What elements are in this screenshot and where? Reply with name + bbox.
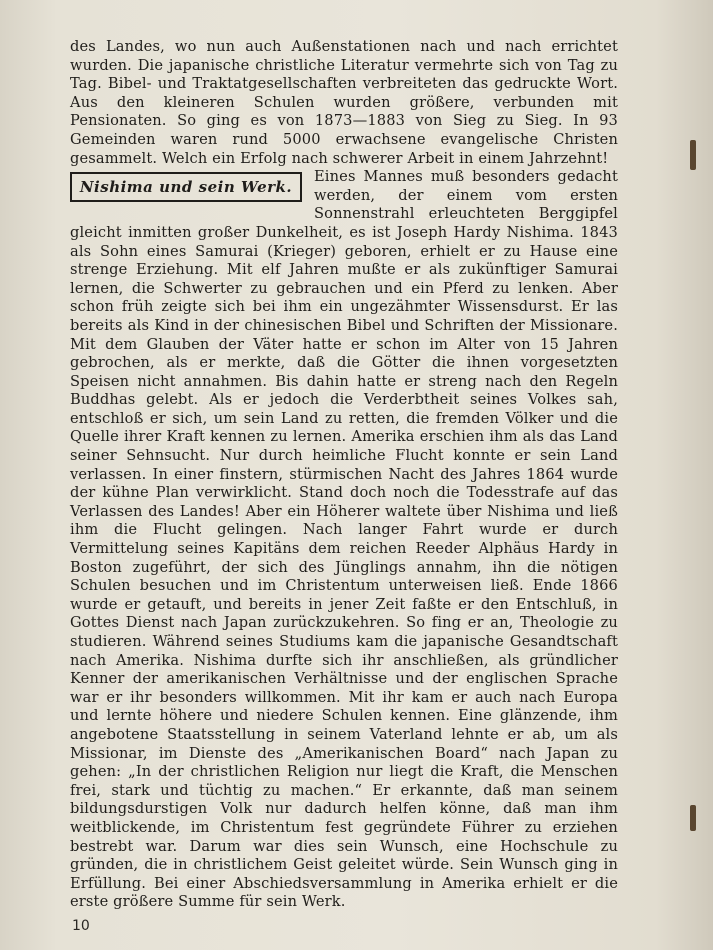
- binding-staple-mark: [690, 140, 696, 170]
- binding-staple-mark: [690, 805, 696, 831]
- page-number: 10: [72, 918, 90, 934]
- intro-paragraph: des Landes, wo nun auch Außenstationen nach und nach errichtet wurden. Die japanische christliche Literatur vermehrte sich von Tag zu Tag. Bibel- und Traktatgesellschaften verbreiteten das gedruckte Wort. Aus den kleineren Schulen wurden größere, verbunden mit Pensionaten. So ging es von 1873—1883 von Sieg zu Sieg. In 93 Gemeinden waren rund 5000 erwachsene evangelische Christen gesammelt. Welch ein Erfolg nach schwerer Arbeit in einem Jahrzehnt!: [70, 38, 618, 167]
- page-text: [70, 38, 618, 912]
- section-paragraph: Eines Mannes muß besonders gedacht werden, der einem vom ersten Sonnenstrahl erleuchteten Berggipfel gleicht inmitten großer Dunkelheit, es ist Joseph Hardy Nishima. 1843 als Sohn eines Samurai (Krieger) geboren, erhielt er zu Hause eine strenge Erziehung. Mit elf Jahren mußte er als zukünftiger Samurai lernen, die Schwerter zu gebrauchen und ein Pferd zu lenken. Aber schon früh zeigte sich bei ihm ein ungezähmter Wissensdurst. Er las bereits als Kind in der chinesischen Bibel und Schriften der Missionare. Mit dem Glauben der Väter hatte er schon im Alter von 15 Jahren gebrochen, als er merkte, daß die Götter die ihnen vorgesetzten Speisen nicht annahmen. Bis dahin hatte er streng nach den Regeln Buddhas gelebt. Als er jedoch die Verderbtheit seines Volkes sah, entschloß er sich, um sein Land zu retten, die fremden Völker und die Quelle ihrer Kraft kennen zu lernen. Amerika erschien ihm als das Land seiner Sehnsucht. Nur durch heimliche Flucht konnte er sein Land verlassen. In einer finstern, stürmischen Nacht des Jahres 1864 wurde der kühne Plan verwirklicht. Stand doch noch die Todesstrafe auf das Verlassen des Landes! Aber ein Höherer waltete über Nishima und ließ ihm die Flucht gelingen. Nach langer Fahrt wurde er durch Vermittelung seines Kapitäns dem reichen Reeder Alphäus Hardy in Boston zugeführt, der sich des Jünglings annahm, ihn die nötigen Schulen besuchen und im Christentum unterweisen ließ. Ende 1866 wurde er getauft, und bereits in jener Zeit faßte er den Entschluß, in Gottes Dienst nach Japan zurückzukehren. So fing er an, Theologie zu studieren. Während seines Studiums kam die japanische Gesandtschaft nach Amerika. Nishima durfte sich ihr anschließen, als gründlicher Kenner der amerikanischen Verhältnisse und der englischen Sprache war er ihr besonders willkommen. Mit ihr kam er auch nach Europa und lernte höhere und niedere Schulen kennen. Eine glänzende, ihm angebotene Staatsstellung in seinem Vaterland lehnte er ab, um als Missionar, im Dienste des „Amerikanischen Board“ nach Japan zu gehen: „In der christlichen Religion nur liegt die Kraft, die Menschen frei, stark und tüchtig zu machen.“ Er erkannte, daß man seinem bildungsdurstigen Volk nur dadurch helfen könne, daß man ihm weitblickende, im Christentum fest gegründete Führer zu erziehen bestrebt war. Darum war dies sein Wunsch, eine Hochschule zu gründen, die in christlichem Geist geleitet würde. Sein Wunsch ging in Erfüllung. Bei einer Abschiedsversammlung in Amerika erhielt er die erste größere Summe für sein Werk.: [70, 168, 618, 911]
- section-heading: Nishima und sein Werk.: [70, 172, 302, 202]
